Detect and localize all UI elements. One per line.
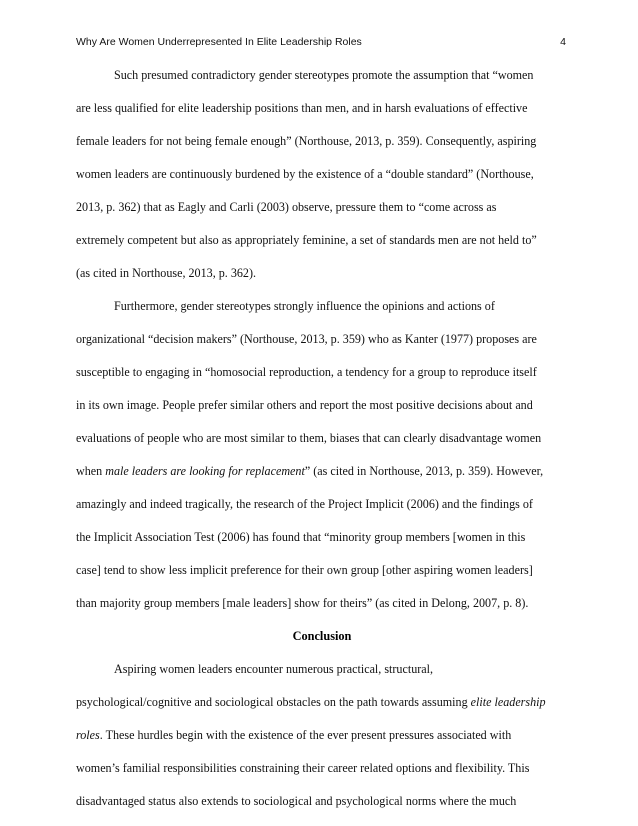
text-line: case] tend to show less implicit preference for their own group [other aspiring women leaders] bbox=[76, 563, 533, 577]
text-line: in its own image. People prefer similar others and report the most positive decisions about and bbox=[76, 398, 533, 412]
text-line: organizational “decision makers” (Northouse, 2013, p. 359) who as Kanter (1977) proposes are bbox=[76, 332, 537, 346]
page-number: 4 bbox=[560, 36, 566, 48]
italic-phrase: elite leadership bbox=[470, 695, 546, 709]
text-line: female leaders for not being female enough” (Northouse, 2013, p. 359). Consequently, aspiring bbox=[76, 134, 537, 148]
page-header bbox=[76, 36, 566, 52]
text-line: Furthermore, gender stereotypes strongly influence the opinions and actions of bbox=[114, 299, 495, 313]
text-line: Such presumed contradictory gender stereotypes promote the assumption that “women bbox=[114, 68, 534, 82]
italic-phrase: roles bbox=[76, 728, 100, 742]
text-line: disadvantaged status also extends to sociological and psychological norms where the much bbox=[76, 794, 517, 808]
italic-phrase: male leaders are looking for replacement bbox=[105, 464, 305, 478]
text-line: susceptible to engaging in “homosocial reproduction, a tendency for a group to reproduce itself bbox=[76, 365, 537, 379]
running-head: Why Are Women Underrepresented In Elite Leadership Roles bbox=[76, 36, 362, 48]
text-line: 2013, p. 362) that as Eagly and Carli (2003) observe, pressure them to “come across as bbox=[76, 200, 497, 214]
text-line: amazingly and indeed tragically, the research of the Project Implicit (2006) and the findings of bbox=[76, 497, 533, 511]
text-line: women’s familial responsibilities constraining their career related options and flexibility. This bbox=[76, 761, 530, 775]
text-line: extremely competent but also as appropriately feminine, a set of standards men are not held to” bbox=[76, 233, 537, 247]
text-line: (as cited in Northouse, 2013, p. 362). bbox=[76, 266, 257, 280]
text-line: evaluations of people who are most similar to them, biases that can clearly disadvantage women bbox=[76, 431, 542, 445]
text-line: are less qualified for elite leadership positions than men, and in harsh evaluations of effective bbox=[76, 101, 528, 115]
section-heading: Conclusion bbox=[292, 629, 352, 643]
text-line: women leaders are continuously burdened by the existence of a “double standard” (Northouse, bbox=[76, 167, 534, 181]
text-line: when male leaders are looking for replacement” (as cited in Northouse, 2013, p. 359). However, bbox=[76, 464, 544, 478]
text-line: than majority group members [male leaders] show for theirs” (as cited in Delong, 2007, p. 8). bbox=[76, 596, 529, 610]
text-line: Aspiring women leaders encounter numerous practical, structural, bbox=[114, 662, 434, 676]
text-line: roles. These hurdles begin with the existence of the ever present pressures associated with bbox=[76, 728, 512, 742]
text-line: the Implicit Association Test (2006) has found that “minority group members [women in this bbox=[76, 530, 526, 544]
text-line: psychological/cognitive and sociological obstacles on the path towards assuming elite leadership bbox=[76, 695, 546, 709]
